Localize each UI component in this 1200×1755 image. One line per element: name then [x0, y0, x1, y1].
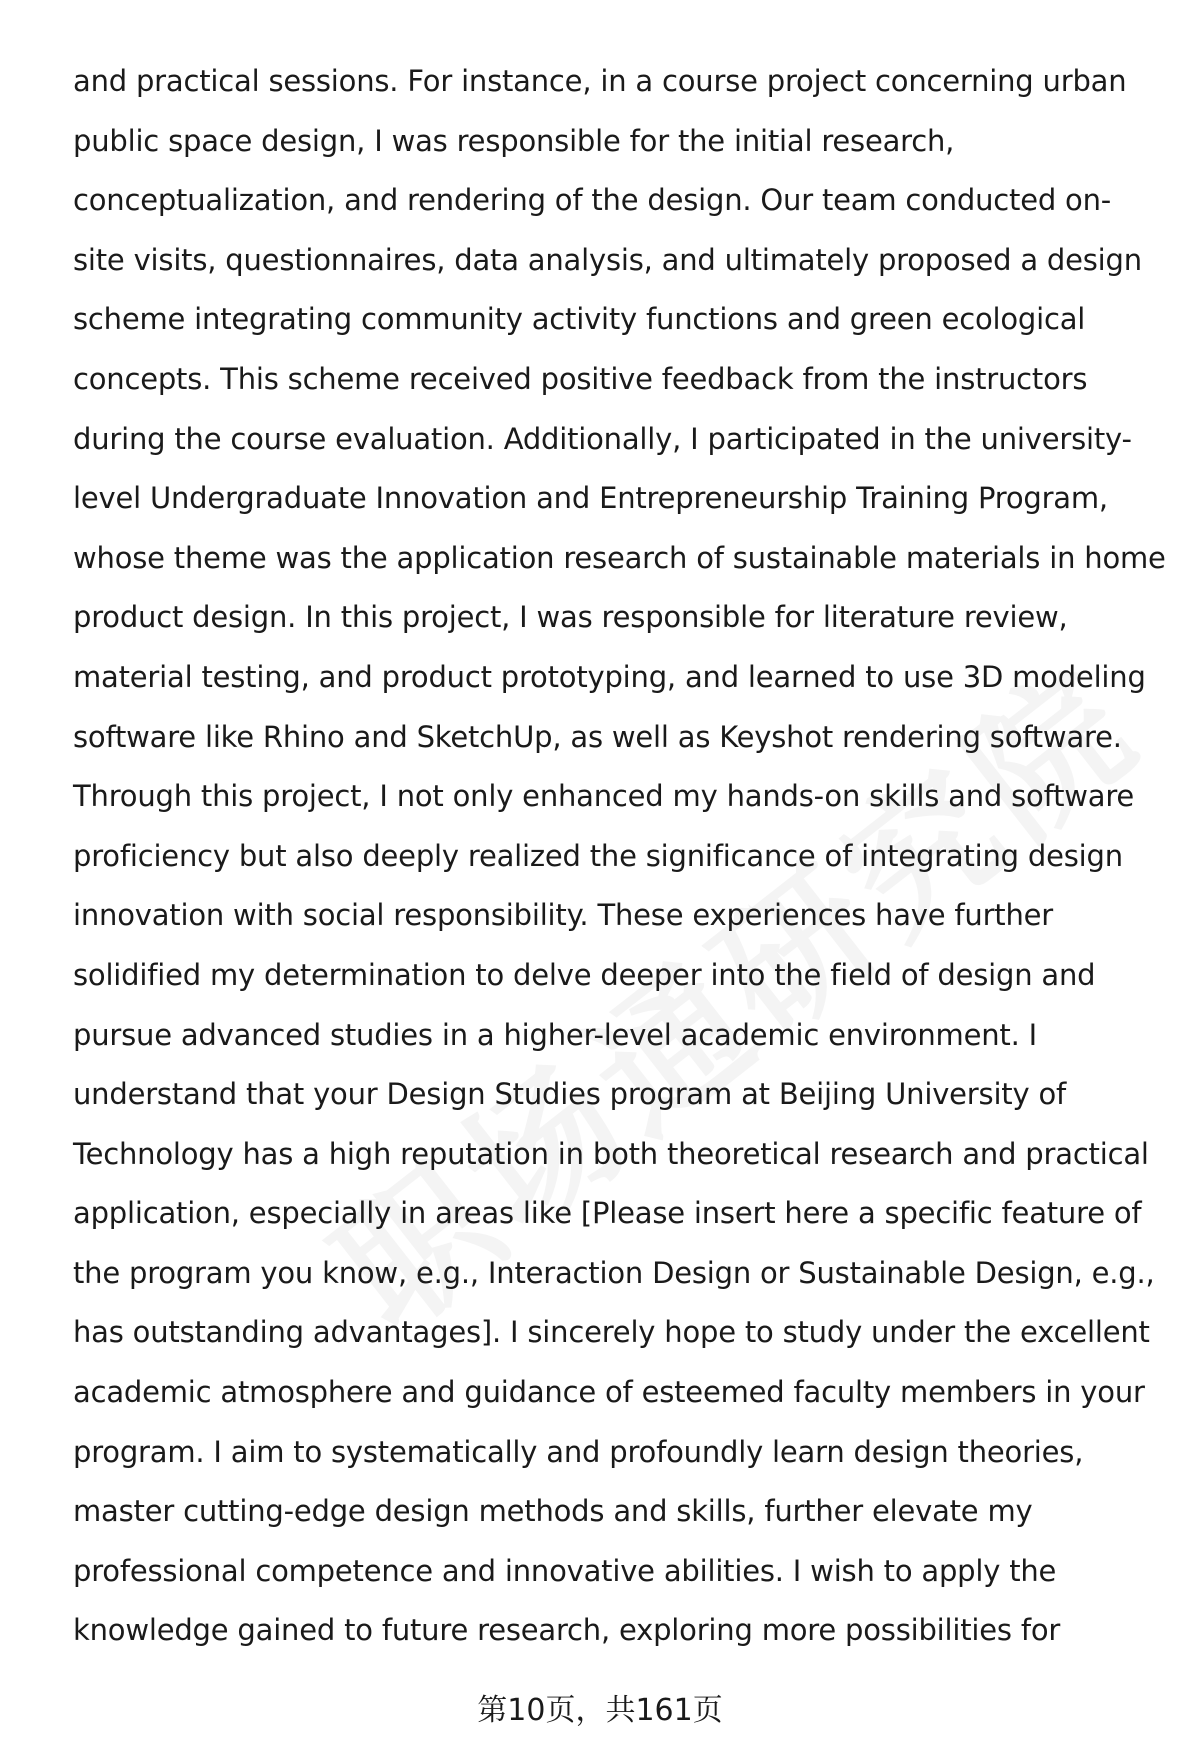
text-line: Through this project, I not only enhanced my hands-on skills and software	[73, 779, 1135, 814]
text-line: academic atmosphere and guidance of esteemed faculty members in your	[73, 1375, 1145, 1410]
text-line: product design. In this project, I was responsible for literature review,	[73, 600, 1068, 635]
text-line: software like Rhino and SketchUp, as well as Keyshot rendering software.	[73, 719, 1122, 754]
text-line: scheme integrating community activity functions and green ecological	[73, 302, 1086, 337]
text-line: whose theme was the application research of sustainable materials in home	[73, 540, 1166, 575]
body-text	[73, 52, 1173, 1661]
text-line: material testing, and product prototyping, and learned to use 3D modeling	[73, 659, 1146, 694]
text-line: public space design, I was responsible for the initial research,	[73, 123, 955, 158]
text-line: has outstanding advantages]. I sincerely hope to study under the excellent	[73, 1315, 1150, 1350]
text-line: proficiency but also deeply realized the significance of integrating design	[73, 838, 1123, 873]
text-line: application, especially in areas like [Please insert here a specific feature of	[73, 1196, 1142, 1231]
text-line: during the course evaluation. Additionally, I participated in the university-	[73, 421, 1132, 456]
text-line: knowledge gained to future research, exploring more possibilities for	[73, 1613, 1061, 1648]
text-line: and practical sessions. For instance, in a course project concerning urban	[73, 64, 1127, 98]
text-line: site visits, questionnaires, data analysis, and ultimately proposed a design	[73, 242, 1142, 277]
page-number-footer: 第10页，共161页	[477, 1693, 723, 1728]
text-line: innovation with social responsibility. These experiences have further	[73, 898, 1054, 933]
text-line: understand that your Design Studies program at Beijing University of	[73, 1077, 1067, 1112]
text-line: level Undergraduate Innovation and Entrepreneurship Training Program,	[73, 481, 1108, 516]
text-line: the program you know, e.g., Interaction Design or Sustainable Design, e.g.,	[73, 1255, 1155, 1290]
text-line: program. I aim to systematically and profoundly learn design theories,	[73, 1434, 1084, 1469]
text-line: solidified my determination to delve deeper into the field of design and	[73, 957, 1096, 992]
text-line: concepts. This scheme received positive feedback from the instructors	[73, 361, 1088, 396]
text-line: pursue advanced studies in a higher-level academic environment. I	[73, 1017, 1037, 1052]
text-line: master cutting-edge design methods and skills, further elevate my	[73, 1494, 1033, 1529]
text-line: Technology has a high reputation in both theoretical research and practical	[73, 1136, 1149, 1171]
text-line: professional competence and innovative abilities. I wish to apply the	[73, 1553, 1057, 1588]
text-line: conceptualization, and rendering of the design. Our team conducted on-	[73, 183, 1112, 218]
